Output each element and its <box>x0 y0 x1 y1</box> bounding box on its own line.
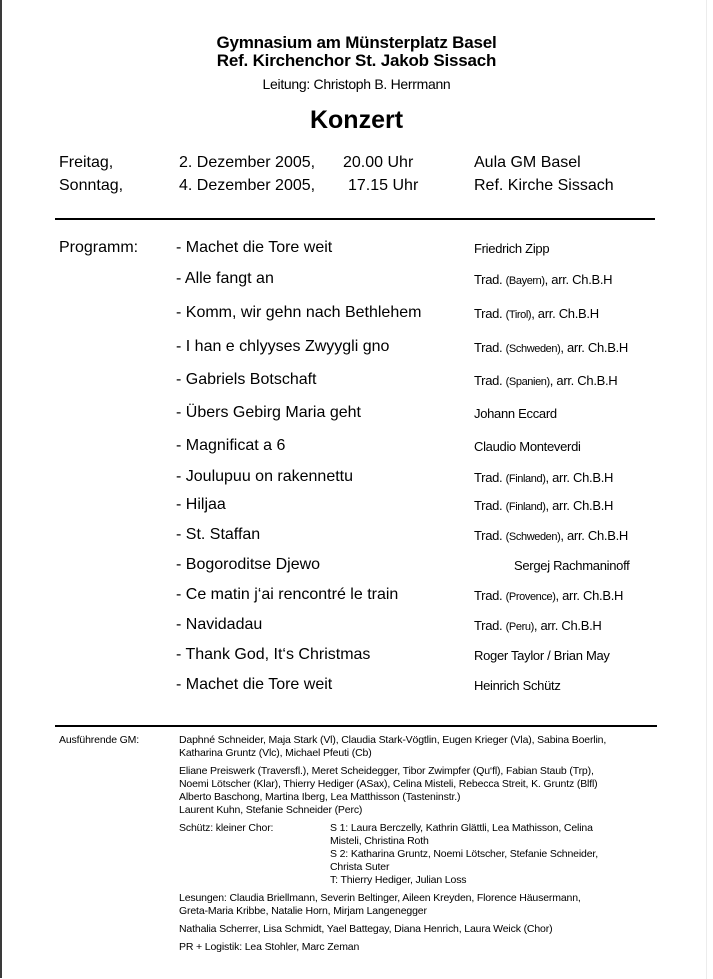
performers-label: Ausführende GM: <box>59 734 140 746</box>
choir-name: Ref. Kirchenchor St. Jakob Sissach <box>216 51 497 70</box>
composer <box>474 306 599 321</box>
composer-text: Trad. <box>474 340 506 355</box>
composer-arranger: , arr. Ch.B.H <box>545 470 614 485</box>
performers-line: Christa Suter <box>330 861 390 873</box>
composer <box>474 272 612 287</box>
date-date: 2. Dezember 2005, <box>179 154 316 171</box>
composer-text: Roger Taylor / Brian May <box>474 648 610 663</box>
composer-arranger: , arr. Ch.B.H <box>555 588 624 603</box>
divider <box>55 218 655 220</box>
composer-origin: (Tirol) <box>505 309 532 321</box>
piece-title: - Übers Gebirg Maria geht <box>176 404 361 421</box>
piece-title: - Ce matin j‘ai rencontré le train <box>176 586 399 603</box>
composer <box>474 406 557 421</box>
composer-text: Friedrich Zipp <box>474 241 550 256</box>
composer-origin: (Peru) <box>505 621 534 633</box>
date-time: 17.15 Uhr <box>348 177 419 194</box>
composer-text: Trad. <box>474 618 506 633</box>
page-title: Konzert <box>309 106 404 134</box>
composer-text: Trad. <box>474 588 506 603</box>
chor-members: Nathalia Scherrer, Lisa Schmidt, Yael Battegay, Diana Henrich, Laura Weick (Chor) <box>179 923 553 935</box>
composer <box>474 241 549 256</box>
page-border-right <box>706 0 707 979</box>
composer-arranger: , arr. Ch.B.H <box>549 373 618 388</box>
performers-line: S 1: Laura Berczelly, Kathrin Glättli, Lea Mathisson, Celina <box>330 822 593 834</box>
conductor: Leitung: Christoph B. Herrmann <box>262 76 451 92</box>
composer-text: Johann Eccard <box>474 406 557 421</box>
performers-line: Greta-Maria Kribbe, Natalie Horn, Mirjam Langenegger <box>179 905 427 917</box>
composer <box>474 618 601 633</box>
piece-title: - Thank God, It‘s Christmas <box>176 646 371 663</box>
readings <box>179 892 581 918</box>
composer-arranger: , arr. Ch.B.H <box>533 618 602 633</box>
composer-text: Claudio Monteverdi <box>474 439 581 454</box>
composer-arranger: , arr. Ch.B.H <box>531 306 599 321</box>
schuetz-label: Schütz: kleiner Chor: <box>179 822 274 834</box>
composer <box>474 648 610 663</box>
composer <box>474 373 617 388</box>
date-venue: Ref. Kirche Sissach <box>474 177 614 194</box>
performers-line: Alberto Baschong, Martina Iberg, Lea Matthisson (Tasteninstr.) <box>179 791 461 803</box>
performers-group-winds <box>179 765 598 817</box>
performers-line: Misteli, Christina Roth <box>330 835 429 847</box>
composer-text: Trad. <box>474 306 506 321</box>
piece-title: - Magnificat a 6 <box>176 437 286 454</box>
piece-title: - Alle fangt an <box>176 270 274 287</box>
date-time: 20.00 Uhr <box>343 154 414 171</box>
composer-arranger: , arr. Ch.B.H <box>544 272 613 287</box>
composer <box>474 340 628 355</box>
performers-line: Lesungen: Claudia Briellmann, Severin Beltinger, Aileen Kreyden, Florence Häusermann, <box>179 892 581 904</box>
piece-title: - Komm, wir gehn nach Bethlehem <box>176 304 422 321</box>
piece-title: - Machet die Tore weit <box>176 239 333 256</box>
composer-origin: (Schweden) <box>505 531 561 543</box>
date-venue: Aula GM Basel <box>474 154 581 171</box>
piece-title: - Bogoroditse Djewo <box>176 556 321 573</box>
performers-line: Laurent Kuhn, Stefanie Schneider (Perc) <box>179 804 363 816</box>
composer-arranger: , arr. Ch.B.H <box>560 528 628 543</box>
piece-title: - Navidadau <box>176 616 263 633</box>
performers-line: Eliane Preiswerk (Traversfl.), Meret Scheidegger, Tibor Zwimpfer (Qu‘fl), Fabian Staub (Trp), <box>179 765 594 777</box>
composer-text: Trad. <box>474 528 506 543</box>
piece-title: - St. Staffan <box>176 526 261 543</box>
composer-origin: (Schweden) <box>505 343 561 355</box>
composer-text: Sergej Rachmaninoff <box>514 558 630 573</box>
school-name: Gymnasium am Münsterplatz Basel <box>216 33 497 52</box>
performers-line: S 2: Katharina Gruntz, Noemi Lötscher, Stefanie Schneider, <box>330 848 598 860</box>
performers-line: T: Thierry Hediger, Julian Loss <box>330 874 467 886</box>
composer-text: Trad. <box>474 373 506 388</box>
piece-title: - I han e chlyyses Zwyygli gno <box>176 338 390 355</box>
page-border-left <box>0 0 2 978</box>
performers-line: Katharina Gruntz (Vlc), Michael Pfeuti (Cb) <box>179 747 372 759</box>
composer-origin: (Spanien) <box>505 376 550 388</box>
pr-logistics: PR + Logistik: Lea Stohler, Marc Zeman <box>179 941 360 953</box>
date-day: Freitag, <box>59 154 114 171</box>
composer-origin: (Finland) <box>505 473 546 485</box>
composer-origin: (Bayern) <box>505 275 545 287</box>
piece-title: - Joulupuu on rakennettu <box>176 468 354 485</box>
composer-text: Trad. <box>474 498 506 513</box>
composer-origin: (Finland) <box>505 501 546 513</box>
composer <box>474 528 628 543</box>
piece-title: - Hiljaa <box>176 496 226 513</box>
piece-title: - Gabriels Botschaft <box>176 371 317 388</box>
performers-line: Daphné Schneider, Maja Stark (Vl), Claudia Stark-Vögtlin, Eugen Krieger (Vla), Sabina Boerlin, <box>179 734 607 746</box>
composer <box>514 558 629 573</box>
date-day: Sonntag, <box>59 177 124 194</box>
program-label: Programm: <box>59 239 139 256</box>
composer-origin: (Provence) <box>505 591 556 603</box>
composer <box>474 678 561 693</box>
composer <box>474 439 581 454</box>
composer <box>474 588 623 603</box>
performers-line: Noemi Lötscher (Klar), Thierry Hediger (ASax), Celina Misteli, Rebecca Streit, K. Gruntz (Blfl) <box>179 778 598 790</box>
divider <box>55 725 657 727</box>
composer-text: Trad. <box>474 272 506 287</box>
composer <box>474 498 613 513</box>
composer <box>474 470 613 485</box>
composer-arranger: , arr. Ch.B.H <box>545 498 614 513</box>
composer-text: Trad. <box>474 470 506 485</box>
date-date: 4. Dezember 2005, <box>179 177 316 194</box>
performers-group-strings <box>179 734 606 760</box>
piece-title: - Machet die Tore weit <box>176 676 333 693</box>
schuetz-choir <box>330 822 598 887</box>
composer-arranger: , arr. Ch.B.H <box>560 340 628 355</box>
composer-text: Heinrich Schütz <box>474 678 561 693</box>
